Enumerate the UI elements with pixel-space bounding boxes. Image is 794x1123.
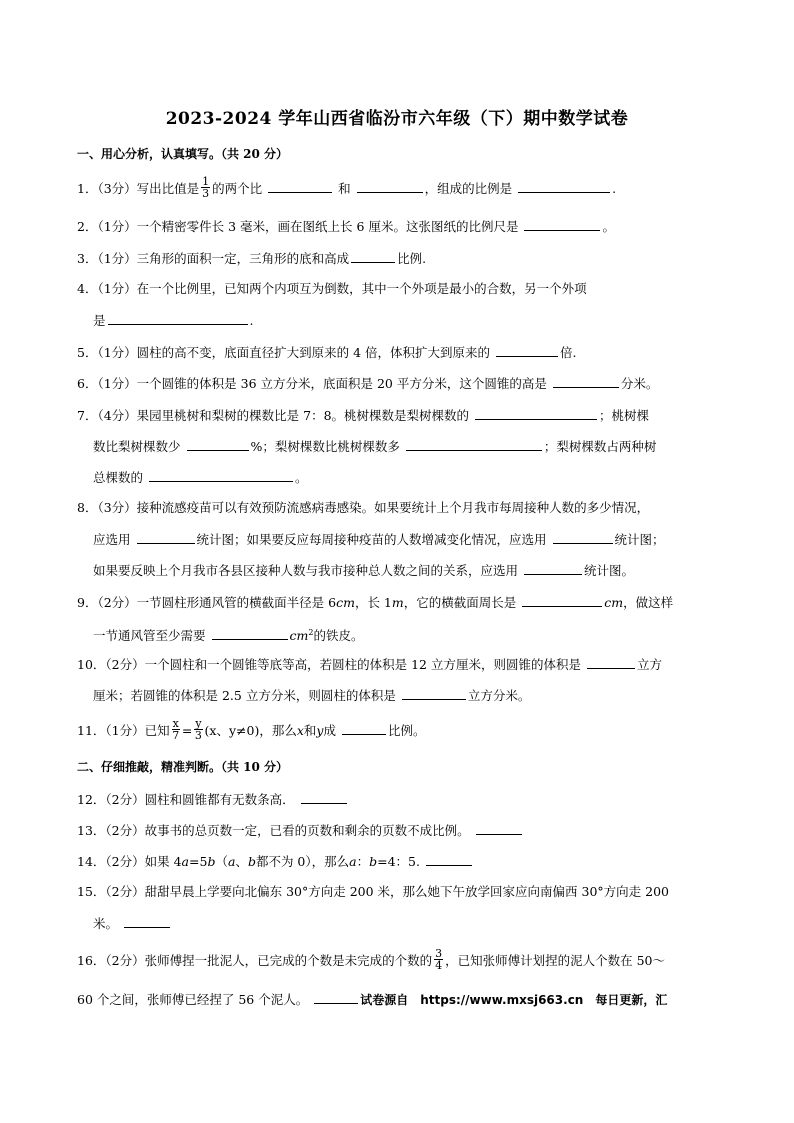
question-5 bbox=[77, 344, 577, 361]
page-title: 2023-2024 学年山西省临汾市六年级（下）期中数学试卷 bbox=[165, 109, 629, 129]
variable-a: a bbox=[181, 854, 189, 869]
answer-blank[interactable] bbox=[518, 180, 610, 193]
q14-text-g: =4：5. bbox=[377, 854, 420, 869]
variable-y: y bbox=[316, 723, 324, 738]
q14-text-a: 14．（2分）如果 4 bbox=[77, 854, 182, 869]
q1-text-e: . bbox=[612, 181, 617, 196]
q10-text-c: 厘米；若圆锥的体积是 2.5 立方分米，则圆柱的体积是 bbox=[93, 688, 396, 703]
q7-text-a: 7．（4分）果园里桃树和梨树的棵数比是 7：8。桃树棵数是梨树棵数的 bbox=[77, 408, 470, 423]
section-1-heading: 一、用心分析，认真填写。（共 20 分） bbox=[77, 147, 289, 161]
q11-text-d: 比例。 bbox=[387, 723, 426, 738]
q8-text-f: 统计图。 bbox=[584, 563, 635, 578]
q5-text-b: 倍. bbox=[560, 345, 577, 360]
answer-blank[interactable] bbox=[212, 627, 288, 640]
q7-text-c: 数比梨树棵数少 bbox=[93, 439, 181, 454]
question-7 bbox=[77, 407, 649, 424]
variable-x: x bbox=[296, 723, 304, 738]
q16-text-a: 16．（2分）张师傅捏一批泥人，已完成的个数是未完成的个数的 bbox=[77, 953, 433, 968]
fraction-numerator: 3 bbox=[435, 947, 443, 960]
q8-text-e: 如果要反映上个月我市各县区接种人数与我市接种总人数之间的关系，应选用 bbox=[93, 563, 519, 578]
question-7-cont-2 bbox=[93, 469, 308, 486]
q8-text-d: 统计图； bbox=[614, 532, 665, 547]
superscript-2: 2 bbox=[308, 628, 314, 637]
fraction-numerator: x bbox=[172, 717, 179, 730]
q4-text-b: 是 bbox=[93, 313, 106, 328]
question-8-cont-2 bbox=[93, 562, 634, 579]
question-1 bbox=[77, 175, 617, 201]
question-9 bbox=[77, 594, 673, 611]
q1-text-b: 的两个比 bbox=[212, 181, 263, 196]
question-6 bbox=[77, 375, 658, 392]
q6-text-a: 6．（1分）一个圆锥的体积是 36 立方分米，底面积是 20 平方分米，这个圆锥的高是 bbox=[77, 376, 547, 391]
variable-b: b bbox=[369, 854, 378, 869]
question-2 bbox=[77, 218, 615, 235]
unit-cm: cm bbox=[604, 595, 624, 610]
q7-text-b: ；桃树棵 bbox=[599, 408, 650, 423]
answer-blank[interactable] bbox=[149, 469, 293, 482]
q9-text-a: 9．（2分）一节圆柱形通风管的横截面半径是 6 bbox=[77, 595, 337, 610]
fraction-denominator: 3 bbox=[194, 729, 202, 742]
q9-text-e: ，做这样 bbox=[623, 595, 674, 610]
question-4 bbox=[77, 281, 587, 297]
question-3 bbox=[77, 250, 426, 267]
q4-text-a: 4．（1分）在一个比例里，已知两个内项互为倒数，其中一个外项是最小的合数，另一个外项 bbox=[77, 281, 587, 296]
question-10 bbox=[77, 656, 662, 673]
fraction-x-over-7 bbox=[172, 718, 180, 741]
question-16-cont bbox=[77, 991, 667, 1008]
q5-text-a: 5．（1分）圆柱的高不变，底面直径扩大到原来的 4 倍，体积扩大到原来的 bbox=[77, 345, 491, 360]
fraction-numerator: 1 bbox=[202, 175, 210, 188]
answer-blank[interactable] bbox=[522, 594, 602, 607]
answer-blank[interactable] bbox=[553, 375, 619, 388]
answer-blank[interactable] bbox=[137, 531, 195, 544]
q10-text-a: 10．（2分）一个圆柱和一个圆锥等底等高，若圆柱的体积是 12 立方厘米，则圆锥的体积是 bbox=[77, 657, 581, 672]
answer-blank[interactable] bbox=[587, 656, 635, 669]
question-10-cont bbox=[93, 687, 530, 704]
q14-text-d: 、 bbox=[235, 854, 248, 869]
q14-text-b: =5 bbox=[189, 854, 208, 869]
question-4-cont bbox=[93, 312, 254, 329]
question-12 bbox=[77, 791, 349, 808]
fraction-three-quarters bbox=[434, 948, 443, 971]
answer-blank[interactable] bbox=[524, 218, 600, 231]
q9-text-b: ，长 1 bbox=[354, 595, 392, 610]
q10-text-b: 立方 bbox=[636, 657, 662, 672]
answer-blank[interactable] bbox=[553, 531, 613, 544]
q11-text-a: 11．（1分）已知 bbox=[77, 723, 170, 738]
q9-text-h: 的铁皮。 bbox=[313, 628, 364, 644]
question-13 bbox=[77, 822, 524, 839]
answer-blank[interactable] bbox=[314, 991, 358, 1004]
variable-b: b bbox=[247, 854, 256, 869]
q12-text: 12．（2分）圆柱和圆锥都有无数条高． bbox=[77, 792, 295, 807]
q7-text-e: ；梨树棵数占两种树 bbox=[543, 439, 657, 454]
q2-text-a: 2．（1分）一个精密零件长 3 毫米，画在图纸上长 6 厘米。这张图纸的比例尺是 bbox=[77, 219, 519, 234]
answer-blank[interactable] bbox=[402, 687, 466, 700]
question-14 bbox=[77, 853, 474, 870]
fraction-denominator: 4 bbox=[435, 959, 443, 972]
fraction-numerator: y bbox=[195, 717, 202, 730]
q7-text-g: 。 bbox=[295, 470, 308, 485]
q15-text-b: 米。 bbox=[93, 916, 119, 931]
q2-text-b: 。 bbox=[602, 219, 615, 234]
unit-cm: cm bbox=[336, 595, 355, 610]
question-9-cont bbox=[93, 625, 363, 644]
variable-a: a bbox=[227, 854, 236, 869]
q11-text-b: (x、y≠0)，那么 bbox=[204, 723, 297, 738]
question-11 bbox=[77, 717, 426, 743]
question-16 bbox=[77, 947, 666, 973]
answer-blank[interactable] bbox=[524, 562, 582, 575]
section-2-heading: 二、仔细推敲，精准判断。（共 10 分） bbox=[77, 760, 289, 774]
question-8-cont-1 bbox=[93, 531, 665, 548]
answer-blank[interactable] bbox=[124, 915, 170, 928]
q4-text-c: . bbox=[249, 313, 254, 328]
variable-b: b bbox=[207, 854, 216, 869]
q9-text-f: 一节通风管至少需要 bbox=[93, 628, 206, 644]
q1-text-d: ，组成的比例是 bbox=[424, 181, 513, 196]
equals-sign: = bbox=[181, 723, 193, 738]
q14-text-f: ： bbox=[356, 854, 370, 869]
q13-text: 13．（2分）故事书的总页数一定，已看的页数和剩余的页数不成比例。 bbox=[77, 823, 470, 838]
q15-text-a: 15．（2分）甜甜早晨上学要向北偏东 30°方向走 200 米，那么她下午放学回家应向南偏西 30°方向走 200 bbox=[77, 884, 670, 899]
answer-blank[interactable] bbox=[426, 853, 472, 866]
q8-text-c: 统计图；如果要反应每周接种疫苗的人数增减变化情况，应选用 bbox=[196, 532, 547, 547]
q3-text-a: 3．（1分）三角形的面积一定，三角形的底和高成 bbox=[77, 251, 350, 266]
source-watermark-text: 试卷源自 https://www.mxsj663.cn 每日更新，汇 bbox=[360, 993, 668, 1007]
q14-text-e: 都不为 0），那么 bbox=[255, 854, 350, 869]
q16-text-b: ，已知张师傅计划捏的泥人个数在 50～ bbox=[445, 953, 666, 968]
question-8 bbox=[77, 500, 649, 516]
q1-text-c: 和 bbox=[338, 181, 351, 196]
answer-blank[interactable] bbox=[268, 180, 332, 193]
q7-text-d: %；梨树棵数比桃树棵数多 bbox=[250, 439, 400, 454]
answer-blank[interactable] bbox=[475, 407, 597, 420]
q6-text-b: 分米。 bbox=[620, 376, 659, 391]
answer-blank[interactable] bbox=[496, 344, 558, 357]
answer-blank[interactable] bbox=[342, 722, 386, 735]
q11-text-c: 成 bbox=[323, 723, 336, 738]
answer-blank[interactable] bbox=[351, 250, 395, 263]
question-15-cont bbox=[93, 915, 172, 932]
q7-text-f: 总棵数的 bbox=[93, 470, 144, 485]
q9-text-c: ，它的横截面周长是 bbox=[403, 595, 517, 610]
answer-blank[interactable] bbox=[187, 438, 249, 451]
fraction-denominator: 7 bbox=[172, 729, 180, 742]
q11-text-and: 和 bbox=[303, 723, 317, 738]
answer-blank[interactable] bbox=[301, 791, 347, 804]
q8-text-b: 应选用 bbox=[93, 532, 131, 547]
q8-text-a: 8．（3分）接种流感疫苗可以有效预防流感病毒感染。如果要统计上个月我市每周接种人数的多少情况， bbox=[77, 500, 650, 515]
answer-blank[interactable] bbox=[406, 438, 542, 451]
fraction-denominator: 3 bbox=[202, 187, 210, 200]
variable-a: a bbox=[349, 854, 357, 869]
q14-text-c: （ bbox=[215, 854, 228, 869]
fraction-one-third bbox=[201, 176, 210, 199]
q10-text-d: 立方分米。 bbox=[467, 688, 531, 703]
q3-text-b: 比例. bbox=[397, 251, 427, 266]
answer-blank[interactable] bbox=[357, 180, 423, 193]
unit-m: m bbox=[391, 595, 404, 610]
answer-blank[interactable] bbox=[476, 822, 522, 835]
answer-blank[interactable] bbox=[108, 312, 248, 325]
q16-text-c: 60 个之间，张师傅已经捏了 56 个泥人。 bbox=[77, 992, 309, 1007]
unit-cm: cm bbox=[289, 628, 309, 644]
fraction-y-over-3 bbox=[194, 718, 202, 741]
question-15 bbox=[77, 884, 669, 900]
q1-text-a: 1．（3分）写出比值是 bbox=[77, 181, 200, 196]
question-7-cont-1 bbox=[93, 438, 656, 455]
